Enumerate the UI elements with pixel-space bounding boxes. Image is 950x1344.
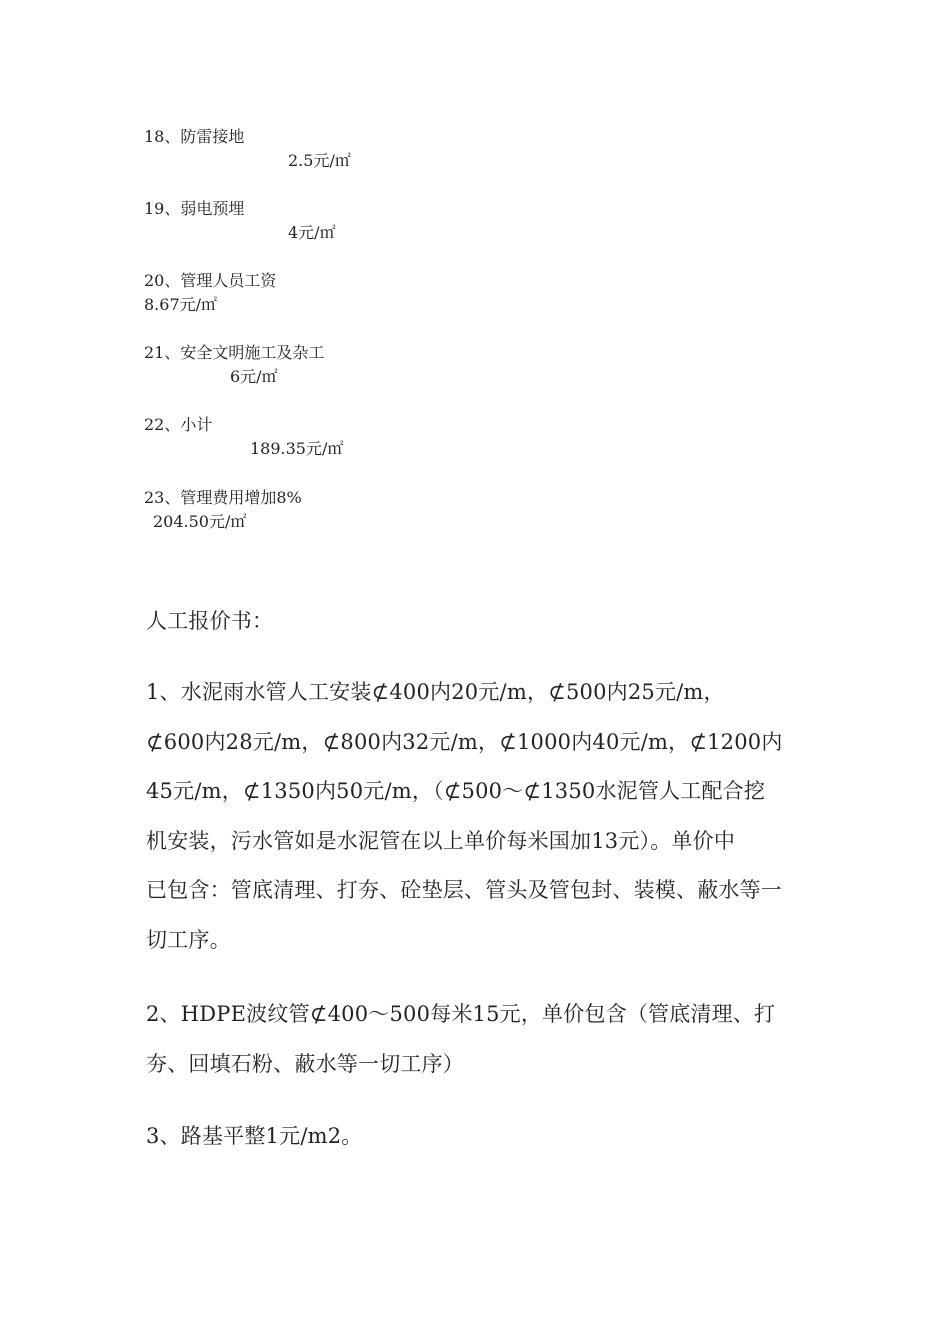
labor-quote-item-2 [146,990,810,1089]
paragraph-line: 切工序。 [146,927,231,952]
cost-item-value: 8.67元/㎡ [144,295,218,314]
cost-item-label: 19、弱电预埋 [144,199,245,218]
cost-item-22 [144,413,343,461]
cost-item-label: 22、小计 [144,415,213,434]
cost-item-21 [144,341,324,389]
labor-quote-item-1 [146,668,810,965]
cost-item-20 [144,269,276,317]
cost-item-value: 6元/㎡ [230,367,278,386]
cost-item-23 [144,486,302,534]
paragraph-line: 45元/m，⊄1350内50元/m，（⊄500～⊄1350水泥管人工配合挖 [146,779,766,803]
paragraph-line: 已包含：管底清理、打夯、砼垫层、管头及管包封、装模、蔽水等一 [146,878,782,902]
cost-item-label: 18、防雷接地 [144,127,245,146]
cost-item-value: 2.5元/㎡ [288,151,351,170]
paragraph-line: 2、HDPE波纹管⊄400～500每米15元，单价包含（管底清理、打 [146,1002,776,1026]
labor-quote-item-3 [146,1112,810,1162]
cost-item-value: 189.35元/㎡ [250,439,344,458]
paragraph-line: 3、路基平整1元/m2。 [146,1124,363,1148]
cost-item-value: 4元/㎡ [288,223,336,242]
labor-quote-heading: 人工报价书： [146,609,274,633]
cost-item-label: 21、安全文明施工及杂工 [144,343,325,362]
paragraph-line: 夯、回填石粉、蔽水等一切工序） [146,1051,464,1076]
cost-item-label: 20、管理人员工资 [144,271,277,290]
paragraph-line: ⊄600内28元/m，⊄800内32元/m，⊄1000内40元/m，⊄1200内 [146,729,783,754]
cost-item-label: 23、管理费用增加8% [144,488,302,507]
cost-item-19 [144,197,336,245]
cost-item-18 [144,125,351,173]
paragraph-line: 1、水泥雨水管人工安装⊄400内20元/m，⊄500内25元/m， [146,680,725,704]
cost-item-value: 204.50元/㎡ [153,512,247,531]
labor-quote-heading-block [146,597,810,647]
paragraph-line: 机安装，污水管如是水泥管在以上单价每米国加13元）。单价中 [146,828,736,853]
